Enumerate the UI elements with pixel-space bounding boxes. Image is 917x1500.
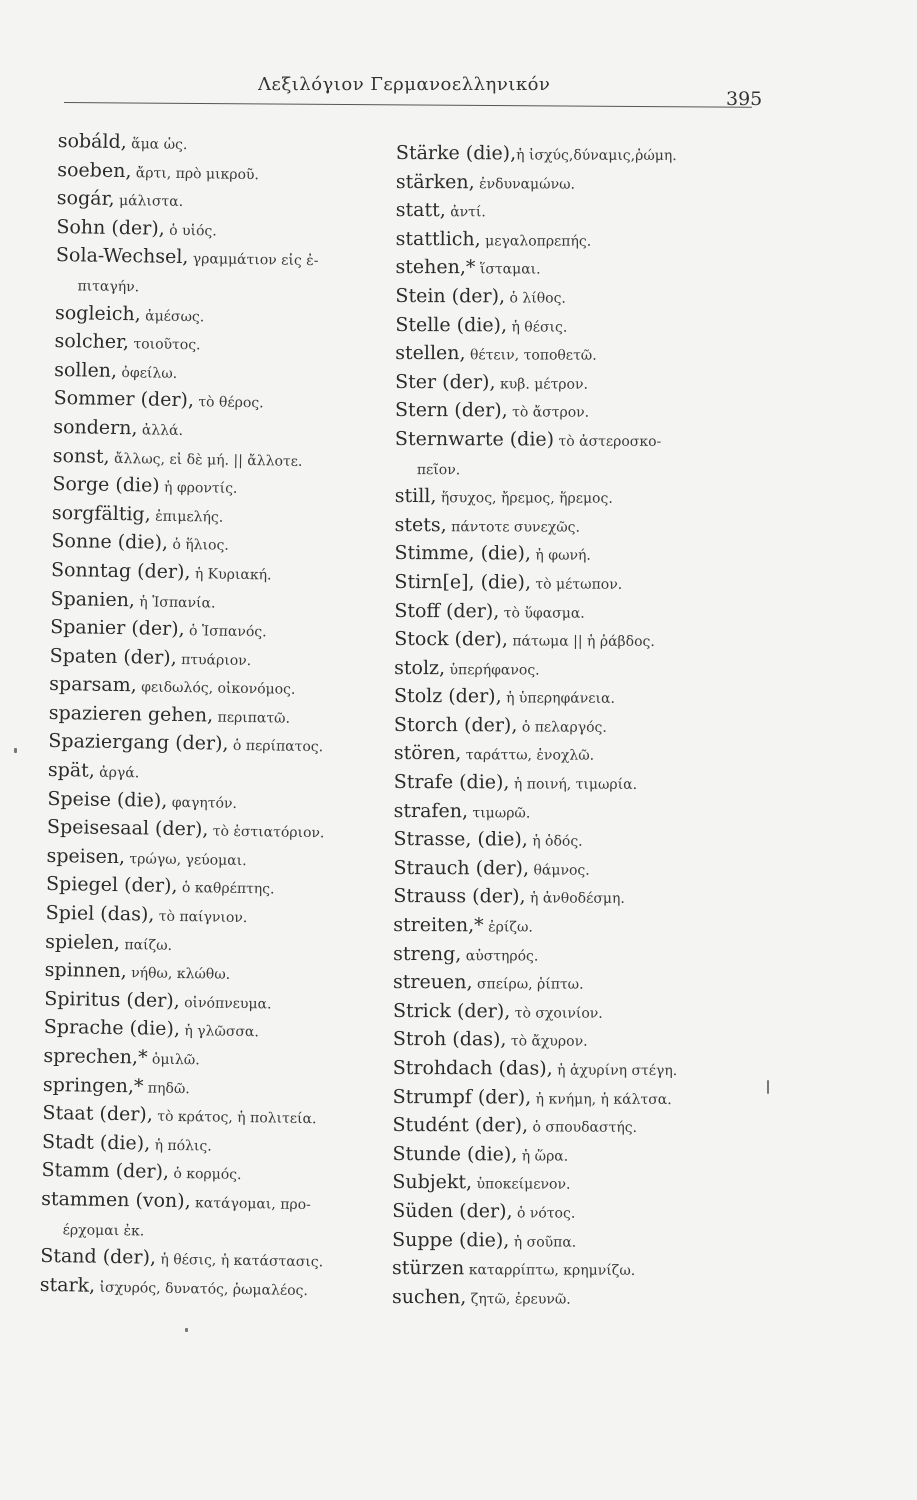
dictionary-entry: [394, 826, 764, 856]
entry-headword: Strafe (die),: [393, 771, 510, 794]
entry-headword: Speise (die),: [47, 787, 168, 812]
entry-translation: ἐνδυναμώνω.: [474, 175, 575, 193]
entry-translation: θέτειν, τοποθετῶ.: [465, 347, 597, 364]
entry-translation: τὸ ἑστιατόριον.: [208, 823, 325, 842]
entry-translation: τὸ ἄχυρον.: [506, 1033, 588, 1051]
entry-headword: Spanien,: [50, 587, 136, 611]
entry-headword: stets,: [394, 513, 447, 536]
dictionary-entry: [393, 1084, 763, 1114]
dictionary-entry: [394, 769, 764, 799]
entry-headword: Strumpf (der),: [392, 1085, 532, 1109]
entry-translation: μεγαλοπρεπής.: [480, 233, 592, 250]
header-rule: [64, 102, 752, 108]
entry-translation: ὁ σπουδαστής.: [528, 1119, 638, 1137]
entry-translation: οἰνόπνευμα.: [179, 994, 272, 1013]
entry-translation: ἵσταμαι.: [475, 261, 541, 278]
running-header-title: Λεξιλόγιον Γερμανοελληνικόν: [258, 74, 551, 95]
dictionary-entry: [395, 455, 765, 485]
entry-headword: spinnen,: [44, 959, 127, 983]
entry-translation: ὁ ἥλιος.: [167, 537, 229, 555]
entry-translation: ἡ ὥρα.: [517, 1148, 569, 1165]
entry-headword: Strick (der),: [392, 999, 511, 1023]
entry-headword: Ster (der),: [395, 370, 496, 394]
entry-translation: ἡ ὁδός.: [527, 833, 583, 850]
entry-headword: Studént (der),: [392, 1114, 529, 1137]
entry-translation: νήθω, κλώθω.: [126, 965, 231, 984]
entry-headword: Strohdach (das),: [392, 1056, 553, 1080]
dictionary-entry: [395, 283, 765, 313]
entry-translation: τὸ κράτος, ἡ πολιτεία.: [152, 1108, 317, 1128]
dictionary-entry: [40, 1272, 400, 1306]
entry-headword: Stunde (die),: [392, 1142, 518, 1166]
dictionary-entry: [393, 855, 763, 885]
right-column: [392, 140, 766, 1314]
entry-headword: stürzen: [392, 1257, 465, 1280]
entry-translation: ἡ πόλις.: [150, 1137, 212, 1155]
entry-translation: γραμμάτιον εἰς ἐ-: [188, 251, 319, 270]
entry-headword: stammen (von),: [41, 1187, 191, 1213]
entry-headword: sparsam,: [49, 673, 137, 697]
entry-headword: Strasse, (die),: [393, 828, 528, 851]
entry-headword: Suppe (die),: [392, 1228, 510, 1251]
entry-translation: ἡ φροντίς.: [159, 479, 238, 497]
entry-translation: ὁ κορμός.: [168, 1166, 242, 1184]
dictionary-entry: [392, 1198, 762, 1228]
dictionary-entry: [393, 883, 763, 913]
entry-headword: Stroh (das),: [392, 1028, 507, 1051]
entry-headword: Spiegel (der),: [45, 873, 178, 898]
entry-headword: Speisesaal (der),: [46, 816, 209, 841]
entry-headword: sondern,: [53, 415, 138, 440]
dictionary-entry: [394, 655, 764, 685]
entry-translation: φειδωλός, οἰκονόμος.: [136, 679, 296, 699]
dictionary-entry: [393, 1026, 763, 1056]
dictionary-entry: [395, 369, 765, 399]
entry-translation: θάμνος.: [529, 862, 590, 879]
entry-headword: strafen,: [393, 799, 469, 822]
scan-speck: [185, 1328, 188, 1332]
entry-headword: springen,*: [42, 1073, 144, 1098]
entry-translation: πιταγήν.: [77, 278, 140, 296]
entry-translation: πεῖον.: [416, 461, 461, 478]
entry-headword: Sonne (die),: [51, 530, 169, 555]
entry-translation: ἰσχυρός, δυνατός, ῥωμαλέος.: [95, 1279, 309, 1299]
dictionary-entry: [395, 540, 765, 570]
left-column: [40, 128, 418, 1306]
entry-translation: ἡ ἀνθοδέσμη.: [525, 890, 625, 908]
entry-translation: ὁ περίπατος.: [228, 738, 324, 756]
entry-headword: Sprache (die),: [43, 1016, 181, 1041]
scan-speck: [767, 1080, 769, 1094]
entry-headword: sorgfältig,: [51, 501, 151, 526]
entry-translation: ζητῶ, ἐρευνῶ.: [466, 1291, 571, 1308]
dictionary-entry: [394, 740, 764, 770]
entry-translation: ἡ ἰσχύς,δύναμις,ῥώμη.: [516, 147, 677, 164]
entry-translation: ἄρτι, πρὸ μικροῦ.: [131, 164, 260, 183]
entry-headword: still,: [394, 485, 437, 508]
entry-headword: streuen,: [393, 971, 473, 994]
entry-headword: Stolz (der),: [394, 685, 502, 708]
entry-headword: spät,: [47, 758, 96, 782]
entry-translation: ὑπερήφανος.: [445, 661, 540, 679]
entry-translation: μάλιστα.: [114, 193, 184, 211]
entry-translation: ἀμέσως.: [140, 307, 205, 325]
entry-translation: ἅμα ὡς.: [126, 136, 188, 154]
entry-translation: τρώγω, γεύομαι.: [124, 850, 247, 869]
entry-headword: Strauch (der),: [393, 856, 530, 880]
entry-headword: Sohn (der),: [56, 215, 165, 240]
entry-headword: Stoff (der),: [394, 599, 500, 622]
dictionary-entry: [393, 1055, 763, 1085]
entry-translation: παίζω.: [119, 936, 173, 954]
entry-translation: πάτωμα || ἡ ῥάβδος.: [507, 633, 655, 651]
entry-translation: τὸ μέτωπον.: [530, 576, 623, 593]
entry-headword: sollen,: [54, 358, 118, 382]
entry-translation: ταράττω, ἐνοχλῶ.: [461, 747, 595, 765]
entry-translation: τὸ σχοινίον.: [510, 1005, 603, 1022]
entry-translation: πηδῶ.: [143, 1080, 190, 1097]
entry-headword: stolz,: [394, 656, 446, 679]
entry-headword: sobáld,: [57, 129, 127, 154]
entry-translation: ἡ Κυριακή.: [190, 566, 272, 584]
entry-headword: Stirn[e], (die),: [394, 570, 532, 594]
entry-headword: sonst,: [52, 444, 110, 468]
entry-translation: ἡ Ἱσπανία.: [134, 593, 216, 612]
dictionary-entry: [396, 169, 766, 199]
entry-headword: Sorge (die): [52, 473, 160, 497]
dictionary-entry: [392, 1284, 762, 1314]
entry-headword: Spiritus (der),: [44, 987, 180, 1012]
dictionary-entry: [392, 1227, 762, 1257]
entry-translation: κυβ. μέτρον.: [495, 376, 588, 393]
entry-headword: Sonntag (der),: [50, 558, 191, 584]
entry-headword: Staat (der),: [42, 1102, 154, 1126]
entry-headword: soeben,: [57, 158, 132, 182]
entry-headword: stark,: [39, 1273, 96, 1297]
entry-translation: ἡ θέσις, ἡ κατάστασις.: [155, 1251, 324, 1271]
entry-headword: spazieren gehen,: [48, 701, 214, 727]
dictionary-entry: [392, 1141, 762, 1171]
entry-translation: τοιοῦτος.: [128, 336, 201, 354]
entry-translation: ἄλλως, εἰ δὲ μή. || ἄλλοτε.: [109, 450, 303, 470]
entry-headword: Spaziergang (der),: [48, 730, 229, 756]
entry-translation: ἥσυχος, ἤρεμος, ἥρεμος.: [436, 490, 613, 507]
dictionary-entry: [396, 226, 766, 256]
dictionary-entry: [394, 798, 764, 828]
entry-headword: Sommer (der),: [53, 387, 195, 412]
entry-headword: Stein (der),: [395, 284, 506, 308]
entry-headword: sogár,: [56, 187, 115, 211]
entry-headword: Spaten (der),: [49, 644, 177, 669]
entry-translation: ὁ Ἱσπανός.: [184, 623, 267, 641]
dictionary-entry: [392, 1169, 762, 1199]
entry-headword: solcher,: [54, 330, 130, 354]
page-number: 395: [726, 88, 763, 110]
dictionary-entry: [395, 397, 765, 427]
entry-headword: Stelle (die),: [395, 313, 508, 336]
dictionary-entry: [393, 1112, 763, 1142]
entry-translation: ἡ γλῶσσα.: [179, 1023, 260, 1041]
entry-headword: Strauss (der),: [393, 885, 526, 908]
entry-headword: Stadt (die),: [41, 1130, 151, 1155]
entry-headword: stören,: [393, 742, 462, 765]
dictionary-entry: [395, 312, 765, 342]
entry-headword: stellen,: [395, 342, 466, 365]
entry-translation: ἀργά.: [94, 764, 140, 782]
entry-translation: τὸ παίγνιον.: [154, 908, 248, 927]
entry-translation: ὁ νότος.: [512, 1205, 576, 1222]
entry-headword: Stimme, (die),: [394, 542, 532, 565]
entry-translation: αὐστηρός.: [461, 947, 539, 965]
entry-translation: ἡ φωνή.: [530, 547, 591, 564]
dictionary-entry: [394, 569, 764, 599]
dictionary-entry: [393, 941, 763, 971]
dictionary-entry: [396, 254, 766, 284]
entry-translation: ὁ υἱός.: [164, 222, 217, 240]
entry-translation: ὑποκείμενον.: [472, 1176, 571, 1193]
entry-headword: Sternwarte (die): [394, 427, 555, 451]
entry-translation: τὸ ἀστεροσκο-: [554, 433, 662, 450]
entry-translation: ἡ σοῦπα.: [509, 1233, 577, 1251]
entry-translation: πάντοτε συνεχῶς.: [446, 518, 581, 536]
dictionary-entry: [394, 626, 764, 656]
entry-headword: Spiel (das),: [45, 901, 155, 926]
dictionary-entry: [395, 512, 765, 542]
entry-translation: τὸ θέρος.: [193, 394, 264, 412]
entry-translation: ἡ κνήμη, ἡ κάλτσα.: [531, 1091, 672, 1108]
entry-translation: καταρρίπτω, κρημνίζω.: [464, 1262, 636, 1279]
entry-translation: ἡ ποινή, τιμωρία.: [509, 776, 638, 793]
dictionary-entry: [396, 197, 766, 227]
entry-translation: περιπατῶ.: [212, 709, 291, 727]
entry-translation: ὁ καθρέπτης.: [177, 880, 275, 898]
entry-translation: ὁ πελαργός.: [517, 719, 607, 736]
dictionary-entry: [395, 426, 765, 456]
entry-headword: Stand (der),: [40, 1245, 157, 1269]
entry-headword: Sola-Wechsel,: [55, 244, 189, 269]
entry-translation: ὁμιλῶ.: [147, 1051, 200, 1069]
entry-translation: ὁ λίθος.: [505, 290, 566, 307]
entry-translation: πτυάριον.: [176, 651, 252, 669]
entry-translation: ἡ ἀχυρίνη στέγη.: [552, 1062, 678, 1079]
entry-headword: suchen,: [391, 1285, 467, 1309]
entry-headword: stattlich,: [395, 227, 481, 251]
entry-headword: Subjekt,: [392, 1171, 473, 1194]
entry-headword: Stamm (der),: [41, 1159, 170, 1184]
entry-translation: τὸ ἄστρον.: [507, 404, 590, 422]
entry-headword: stärken,: [395, 170, 475, 193]
entry-headword: sprechen,*: [43, 1044, 148, 1069]
entry-translation: τιμωρῶ.: [467, 804, 531, 822]
entry-headword: Stärke (die),: [395, 141, 517, 165]
entry-translation: φαγητόν.: [167, 794, 238, 812]
dictionary-entry: [393, 998, 763, 1028]
dictionary-entry: [395, 340, 765, 370]
entry-translation: ἀλλά.: [137, 422, 184, 439]
entry-translation: ἀντί.: [445, 204, 486, 221]
entry-translation: τὸ ὕφασμα.: [499, 604, 585, 622]
entry-headword: streng,: [393, 942, 462, 965]
dictionary-entry: [395, 483, 765, 513]
entry-translation: σπείρω, ῥίπτω.: [472, 976, 584, 993]
entry-headword: Spanier (der),: [49, 616, 185, 641]
dictionary-entry: [394, 683, 764, 713]
entry-headword: streiten,*: [393, 914, 484, 937]
entry-translation: ἡ θέσις.: [507, 318, 568, 336]
entry-headword: stehen,*: [395, 256, 476, 279]
entry-headword: speisen,: [46, 844, 126, 868]
entry-headword: Süden (der),: [392, 1199, 513, 1223]
entry-translation: έρχομαι ἐκ.: [62, 1221, 145, 1240]
dictionary-entry: [393, 912, 763, 942]
entry-headword: Stern (der),: [395, 399, 508, 422]
dictionary-entry: [393, 969, 763, 999]
entry-headword: Stock (der),: [394, 628, 508, 651]
entry-translation: ἡ ὑπερηφάνεια.: [501, 690, 615, 708]
entry-headword: statt,: [395, 199, 446, 222]
dictionary-entry: [396, 140, 766, 170]
entry-headword: sogleich,: [54, 301, 141, 325]
dictionary-entry: [392, 1255, 762, 1285]
entry-translation: κατάγομαι, προ-: [190, 1195, 311, 1214]
dictionary-entry: [394, 712, 764, 742]
scan-speck: [14, 748, 17, 753]
entry-headword: spielen,: [45, 930, 121, 954]
entry-translation: ἐρίζω.: [483, 919, 533, 936]
entry-translation: ὀφείλω.: [116, 364, 178, 382]
entry-headword: Storch (der),: [393, 713, 518, 737]
entry-translation: ἐπιμελής.: [150, 508, 224, 526]
dictionary-entry: [394, 597, 764, 627]
